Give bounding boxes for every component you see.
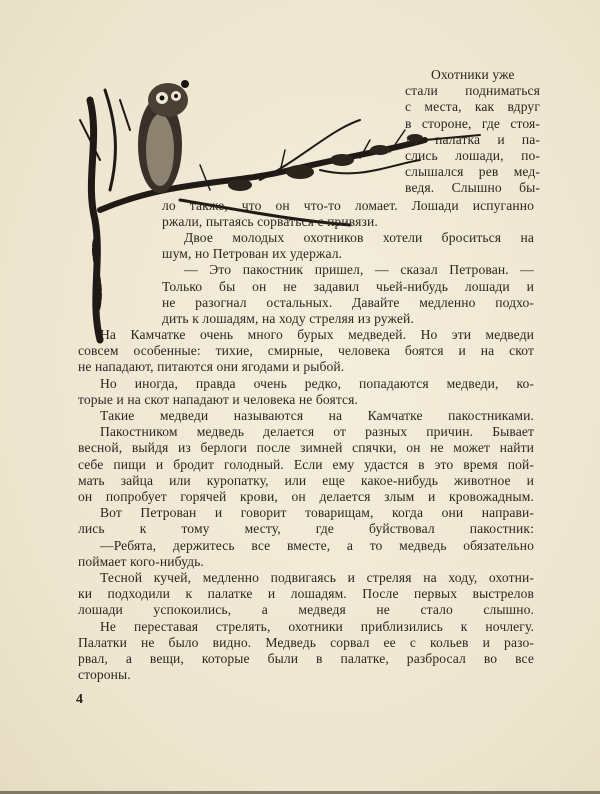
text-line: ло также, что он что-то ломает. Лошади испуганно — [162, 198, 534, 213]
text-line: лись к тому месту, где буйствовал пакостник: — [78, 521, 534, 537]
text-line: Двое молодых охотников хотели броситься на — [184, 230, 534, 246]
text-line: с места, как вдруг — [405, 99, 540, 115]
text-line: поймает кого-нибудь. — [78, 553, 204, 569]
text-line: На Камчатке очень много бурых медведей. Но эти медведи — [100, 327, 534, 342]
text-line: ла палатка и па- — [405, 131, 540, 147]
text-line: Тесной кучей, медленно подвигаясь и стреляя на ходу, охотни- — [100, 570, 534, 585]
text-line: ржали, пытаясь сорваться с привязи. — [162, 214, 378, 230]
text-line: лошади успокоились, а медведя не стало слышно. — [78, 602, 534, 618]
owl-icon — [138, 80, 189, 193]
text-line: Такие медведи называются на Камчатке пакостниками. — [100, 408, 534, 423]
text-line: —Ребята, держитесь все вместе, а то медведь обязательно — [100, 537, 534, 553]
text-line: мать зайца или куропатку, или еще какое-нибудь животное и — [78, 472, 534, 488]
text-line: ки подходили к палатке и лошадям. После первых выстрелов — [78, 586, 534, 602]
text-line: Пакостником медведь делается от разных причин. Бывает — [100, 424, 534, 440]
text-line: себе пищи и бродит голодный. Если ему удастся в это время пой- — [78, 456, 534, 472]
text-line: — Это пакостник пришел, — сказал Петрован. — — [184, 262, 534, 278]
text-line: весной, выйдя из берлоги после зимней спячки, он не может найти — [78, 440, 534, 456]
text-line: не нападают, питаются они ягодами и рыбой. — [78, 359, 345, 375]
text-line: совсем особенные: тихие, смирные, человека боятся и на скот — [78, 343, 534, 359]
text-line: Только бы он не задавил чьей-нибудь лошади и — [162, 278, 534, 294]
text-line: стороны. — [78, 667, 131, 683]
text-line: не разогнал остальных. Давайте медленно подхо- — [162, 294, 534, 310]
text-line: Вот Петрован и говорит товарищам, когда они направи- — [100, 505, 534, 521]
text-line: он попробует горячей крови, он делается злым и кровожадным. — [78, 489, 534, 504]
text-line: стали подниматься — [405, 83, 540, 99]
text-line: Не переставая стрелять, охотники приблизились к ночлегу. — [100, 618, 534, 634]
text-line: Палатки не было видно. Медведь сорвал ее с кольев и разо- — [78, 634, 534, 650]
text-line: торые и на скот нападают и человека не боятся. — [78, 391, 359, 407]
text-line: шум, но Петрован их удержал. — [162, 246, 343, 262]
text-line: рвал, а вещи, которые были в палатке, разбросал во все — [78, 651, 534, 666]
text-line: Но иногда, правда очень редко, попадаются медведи, ко- — [100, 375, 534, 391]
text-line: дить к лошадям, на ходу стреляя из ружей. — [162, 310, 414, 326]
text-line: слышался рев мед- — [405, 164, 540, 180]
text-line: слись лошади, по- — [405, 148, 540, 163]
text-line: ведя. Слышно бы- — [405, 180, 540, 196]
text-line: в стороне, где стоя- — [405, 115, 540, 131]
page-number: 4 — [76, 692, 83, 707]
text-line: Охотники уже — [431, 67, 515, 82]
